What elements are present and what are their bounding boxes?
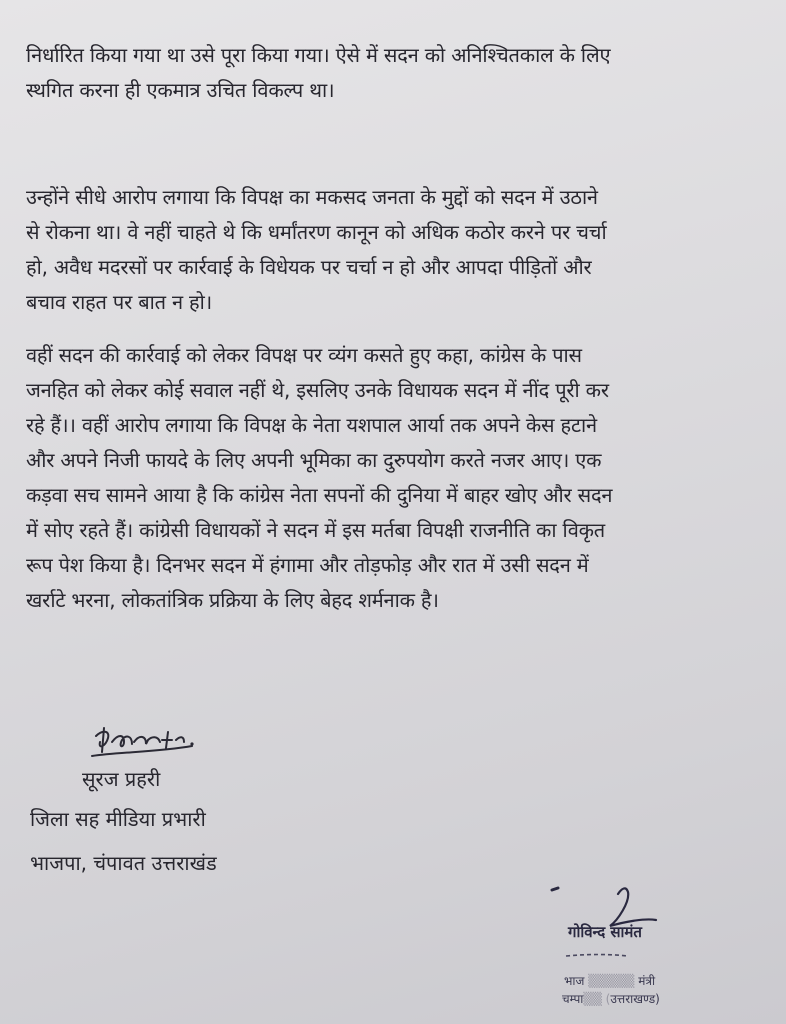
text-line: बचाव राहत पर बात न हो। bbox=[26, 290, 213, 314]
signatory-role: जिला सह मीडिया प्रभारी bbox=[30, 807, 206, 831]
text-line: और अपने निजी फायदे के लिए अपनी भूमिका का दुरुपयोग करते नजर आए। एक bbox=[26, 448, 602, 472]
text-line: जनहित को लेकर कोई सवाल नहीं थे, इसलिए उनके विधायक सदन में नींद पूरी कर bbox=[26, 378, 609, 402]
stamp-name: गोविन्द सामंत bbox=[568, 923, 642, 941]
text-line: स्थगित करना ही एकमात्र उचित विकल्प था। bbox=[26, 78, 335, 102]
text-line: कड़वा सच सामने आया है कि कांग्रेस नेता सपनों की दुनिया में बाहर खोए और सदन bbox=[26, 483, 613, 507]
text-line: खर्राटे भरना, लोकतांत्रिक प्रक्रिया के लिए बेहद शर्मनाक है। bbox=[26, 588, 439, 612]
text-line: में सोए रहते हैं। कांग्रेसी विधायकों ने सदन में इस मर्तबा विपक्षी राजनीति का विकृत bbox=[26, 518, 606, 542]
stamp-line-2: चम्पा▒▒ (उत्तराखण्ड) bbox=[562, 992, 660, 1006]
text-line: रहे हैं।। वहीं आरोप लगाया कि विपक्ष के नेता यशपाल आर्या तक अपने केस हटाने bbox=[26, 413, 597, 437]
text-line: वहीं सदन की कार्रवाई को लेकर विपक्ष पर व्यंग कसते हुए कहा, कांग्रेस के पास bbox=[26, 343, 582, 367]
paragraph-3 bbox=[26, 338, 771, 618]
signatory-name: सूरज प्रहरी bbox=[82, 767, 161, 791]
paragraph-1 bbox=[26, 38, 771, 108]
text-line: से रोकना था। वे नहीं चाहते थे कि धर्मांतरण कानून को अधिक कठोर करने पर चर्चा bbox=[26, 220, 607, 244]
text-line: उन्होंने सीधे आरोप लगाया कि विपक्ष का मकसद जनता के मुद्दों को सदन में उठाने bbox=[26, 185, 598, 209]
official-stamp bbox=[548, 880, 748, 1010]
handwritten-signature bbox=[88, 722, 208, 762]
text-line: रूप पेश किया है। दिनभर सदन में हंगामा और तोड़फोड़ और रात में उसी सदन में bbox=[26, 553, 589, 577]
paragraph-2 bbox=[26, 180, 771, 320]
stamp-line-1: भाज ▒▒▒▒▒ मंत्री bbox=[564, 974, 656, 988]
text-line: हो, अवैध मदरसों पर कार्रवाई के विधेयक पर चर्चा न हो और आपदा पीड़ितों और bbox=[26, 255, 592, 279]
signatory-organization: भाजपा, चंपावत उत्तराखंड bbox=[30, 851, 217, 875]
text-line: निर्धारित किया गया था उसे पूरा किया गया। ऐसे में सदन को अनिश्चितकाल के लिए bbox=[26, 43, 611, 67]
